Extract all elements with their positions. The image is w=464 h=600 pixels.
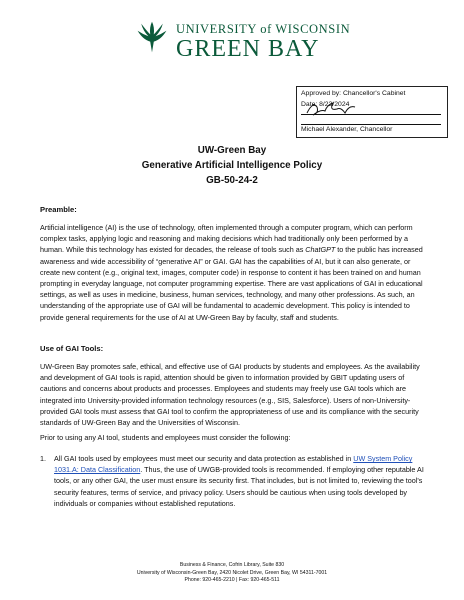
campus-name: GREEN BAY [176, 36, 320, 62]
list-number: 1. [40, 454, 46, 463]
item-text-a: All GAI tools used by employees must meet our security and data protection as established in [54, 454, 354, 463]
signature-icon [305, 99, 375, 119]
footer-line-3: Phone: 920-465-2210 | Fax: 920-465-511 [184, 577, 280, 584]
policy-title: Generative Artificial Intelligence Policy [141, 160, 323, 171]
date-label: Date: [301, 101, 318, 108]
preamble-heading: Preamble: [40, 205, 77, 214]
university-logo [120, 18, 360, 66]
policy-link[interactable]: UW System Policy 1031.A: Data Classification [54, 454, 413, 475]
signature-line [301, 114, 441, 115]
preamble-text-b: to the public has increased awareness and wide accessibility of “generative AI” or GAI. GAI has the capabilities of AI, but it can also generate, or create new content (e.g., original text, images, computer code) in response to content it has been trained on and human prompting in everyday language, not computer programming expertise. There are vast applications of GAI in educational settings, as well as uses in medicine, business, human services, technology, and many other professions. As such, an understanding of the appropriate use of GAI will be fundamental to academic development. This policy is intended to provide general requirements for the use of AI at UW-Green Bay by faculty, staff and students. [40, 245, 423, 322]
use-heading: Use of GAI Tools: [40, 344, 104, 353]
preamble-text-a: Artificial intelligence (AI) is the use of technology, often implemented through a computer program, which can perform complex tasks, applying logic and reasoning and making decisions which had traditionally only been performed by a human. While this technology has existed for decades, the release of tools such as [40, 223, 413, 255]
date-value: 8/23/2024 [319, 101, 350, 108]
footer-line-1: Business & Finance, Cofrin Library, Suite 830 [179, 562, 285, 568]
approval-box [296, 86, 448, 138]
signer-name: Michael Alexander, Chancellor [301, 126, 393, 133]
preamble-paragraph [40, 222, 428, 323]
footer [0, 562, 464, 585]
phoenix-logo-icon [134, 20, 170, 56]
footer-line-2: University of Wisconsin-Green Bay, 2420 Nicolet Drive, Green Bay, WI 54311-7001 [136, 569, 328, 576]
title-line-1: UW-Green Bay [197, 145, 267, 156]
policy-number: GB-50-24-2 [206, 175, 258, 186]
preamble-italic: ChatGPT [305, 245, 336, 255]
use-paragraph: UW-Green Bay promotes safe, ethical, and effective use of GAI products by students and employees. As the availability and development of GAI tools is rapid, attention should be given to information provided by GBIT updating users of cautions and concerns about products and processes. Employees and students may freely use GAI tools which are integrated into University-provided information technology resources (e.g., SIS, Salesforce). Users of non-University-provided GAI tools must assess that GAI tool to confirm the appropriateness of use and its compliance with the security standards of UW-Green Bay and the Universities of Wisconsin. [40, 362, 420, 428]
list-text [54, 453, 430, 509]
approved-by-label: Approved by: Chancellor's Cabinet [301, 90, 406, 97]
university-name: UNIVERSITY of WISCONSIN [176, 22, 351, 36]
item-text-b: . Thus, the use of UWGB-provided tools is recommended. If employing other reputable AI tools, or any other GAI, the user must ensure its security first. That includes, but is not limited to, reviewing the tool's security features, terms of service, and privacy policy. Users should be cautious when using tools developed by individuals or companies without established reputations. [54, 465, 424, 508]
prior-paragraph: Prior to using any AI tool, students and employees must consider the following: [40, 433, 291, 442]
